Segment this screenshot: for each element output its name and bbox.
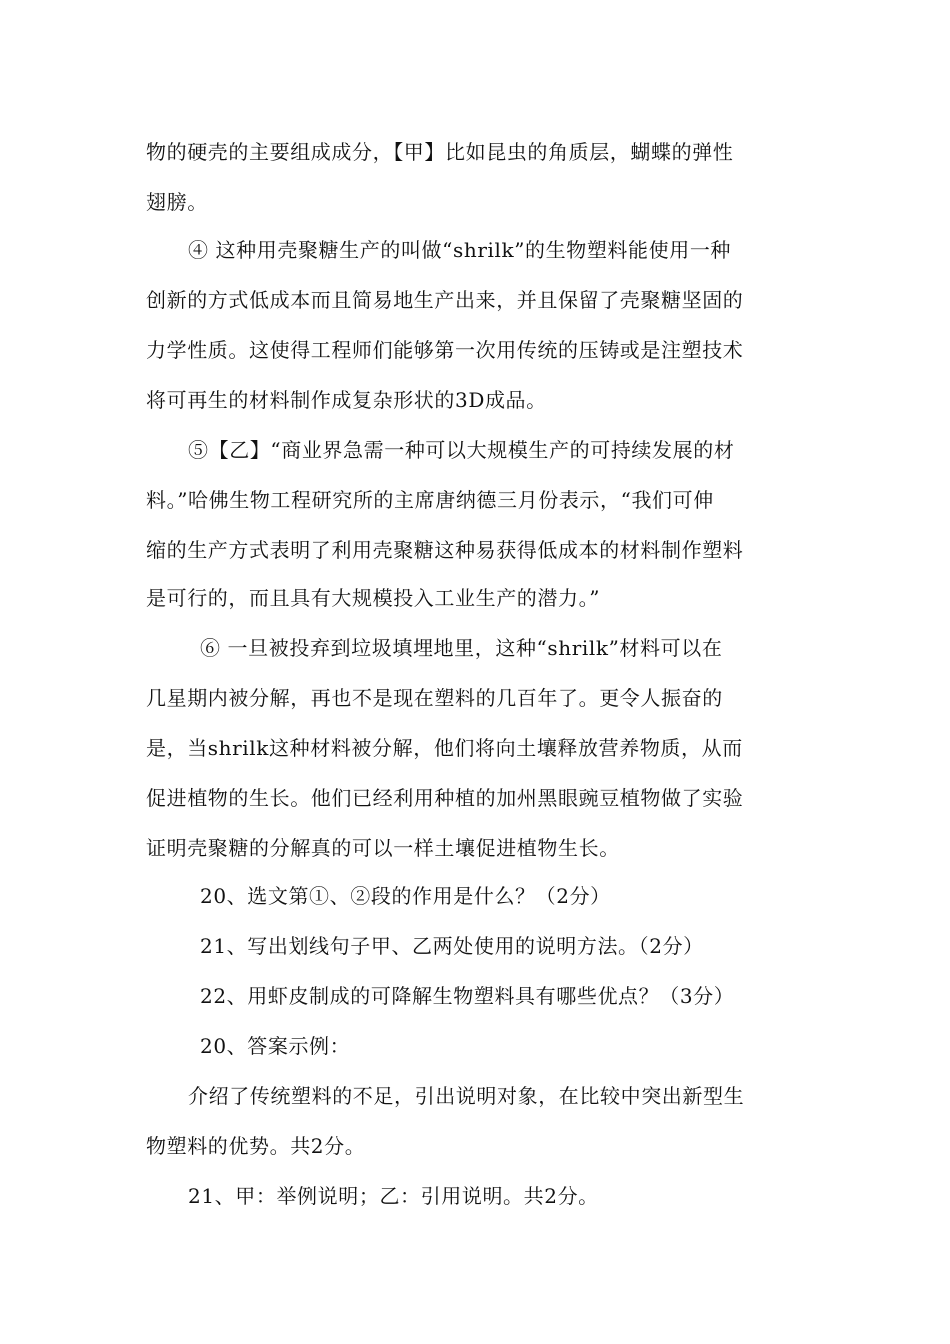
text-line: 缩的生产方式表明了利用壳聚糖这种易获得低成本的材料制作塑料 [146,538,744,562]
text-line: 物的硬壳的主要组成成分，【甲】比如昆虫的角质层，蝴蝶的弹性 [146,140,734,164]
question-21: 21、写出划线句子甲、乙两处使用的说明方法。（2分） [200,934,704,958]
text-line: 证明壳聚糖的分解真的可以一样土壤促进植物生长。 [146,836,620,860]
text-line: 创新的方式低成本而且简易地生产出来，并且保留了壳聚糖坚固的 [146,288,744,312]
text-line: 将可再生的材料制作成复杂形状的3D成品。 [146,388,547,412]
text-line: 是，当shrilk这种材料被分解，他们将向土壤释放营养物质，从而 [146,736,743,760]
paragraph-4-start: ④ 这种用壳聚糖生产的叫做“shrilk”的生物塑料能使用一种 [188,238,732,262]
text-line: 促进植物的生长。他们已经利用种植的加州黑眼豌豆植物做了实验 [146,786,744,810]
text-line: 力学性质。这使得工程师们能够第一次用传统的压铸或是注塑技术 [146,338,744,362]
answer-21: 21、甲：举例说明；乙：引用说明。共2分。 [188,1184,599,1208]
question-22: 22、用虾皮制成的可降解生物塑料具有哪些优点？（3分） [200,984,735,1008]
paragraph-6-start: ⑥ 一旦被投弃到垃圾填埋地里，这种“shrilk”材料可以在 [200,636,723,660]
text-line: 几星期内被分解，再也不是现在塑料的几百年了。更令人振奋的 [146,686,723,710]
question-20: 20、选文第①、②段的作用是什么？（2分） [200,884,611,908]
text-line: 物塑料的优势。共2分。 [146,1134,366,1158]
answer-20-text: 介绍了传统塑料的不足，引出说明对象，在比较中突出新型生 [188,1084,745,1108]
text-line: 是可行的，而且具有大规模投入工业生产的潜力。” [146,586,601,610]
answer-20-heading: 20、答案示例： [200,1034,351,1058]
text-line: 翅膀。 [146,190,208,214]
paragraph-5-start: ⑤【乙】“商业界急需一种可以大规模生产的可持续发展的材 [188,438,735,462]
text-line: 料。”哈佛生物工程研究所的主席唐纳德三月份表示，“我们可伸 [146,488,714,512]
